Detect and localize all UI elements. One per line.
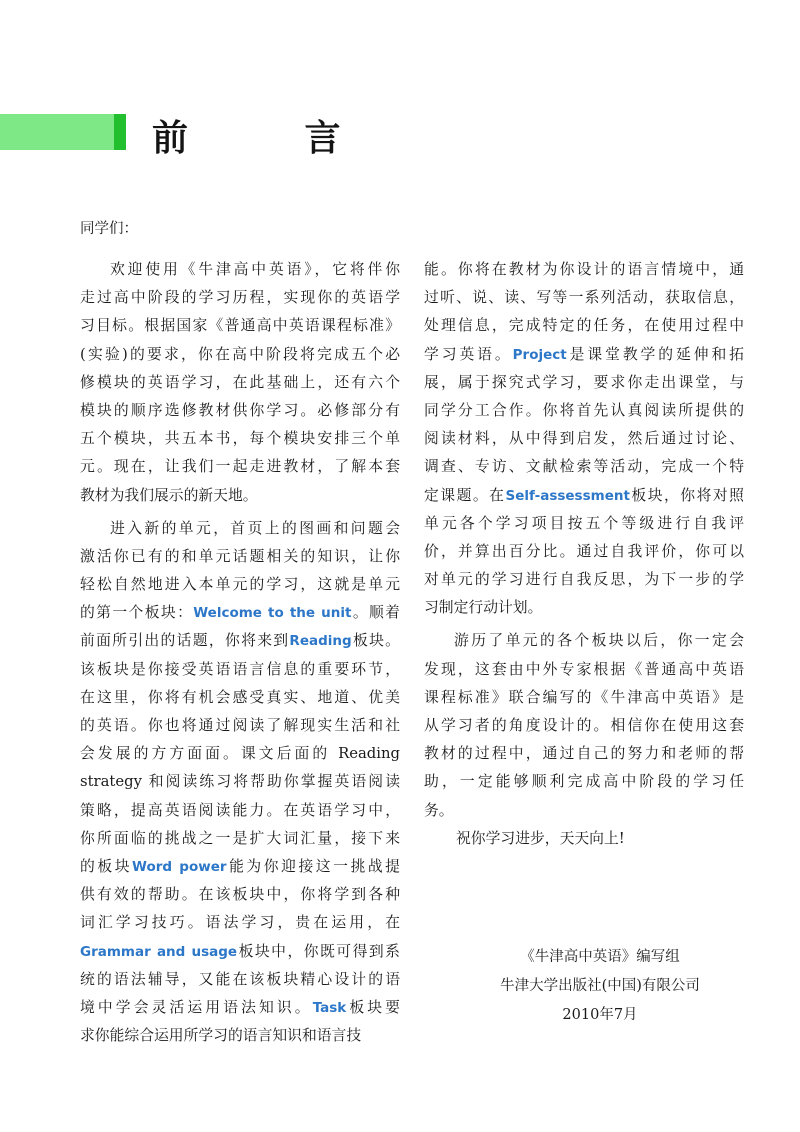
- section-keyword: Grammar and usage: [80, 943, 238, 960]
- section-keyword: Project: [512, 346, 567, 363]
- text-segment: 板块。: [351, 632, 400, 650]
- text-segment: 习制定行动计划。: [424, 599, 543, 617]
- text-segment: 习目标。根据国家《普通高中英语课程标准》: [80, 317, 400, 335]
- text-line: [80, 312, 400, 340]
- text-line: [80, 684, 400, 712]
- greeting: 同学们：: [80, 221, 138, 237]
- signature-publisher: 牛津大学出版社(中国)有限公司: [500, 978, 700, 994]
- text-segment: 发现，这套由中外专家根据《普通高中英语: [424, 660, 744, 678]
- text-line: [80, 797, 400, 825]
- text-segment: 课程标准》联合编写的《牛津高中英语》是: [424, 688, 744, 706]
- text-line: [80, 256, 400, 284]
- text-segment: 同学分工合作。你将首先认真阅读所提供的: [424, 401, 744, 419]
- text-line: [424, 284, 744, 312]
- text-line: [424, 341, 744, 369]
- text-line: [80, 453, 400, 481]
- text-segment: 的第一个板块：: [80, 604, 194, 622]
- text-line: [424, 797, 744, 825]
- text-line: [80, 712, 400, 740]
- text-segment: 在这里，你将有机会感受真实、地道、优美: [80, 688, 400, 706]
- header-bar: [0, 114, 114, 150]
- left-column: [80, 256, 400, 1050]
- right-column: [424, 256, 744, 825]
- text-line: [80, 768, 400, 796]
- text-segment: 词汇学习技巧。语法学习，贵在运用，在: [80, 914, 400, 932]
- text-segment: 走过高中阶段的学习历程，实现你的英语学: [80, 289, 400, 307]
- text-segment: 统的语法辅导，又能在该板块精心设计的语: [80, 970, 400, 988]
- text-line: [424, 482, 744, 510]
- text-line: [80, 909, 400, 937]
- text-line: [80, 994, 400, 1022]
- text-line: [80, 1022, 400, 1050]
- text-segment: 单元各个学习项目按五个等级进行自我评: [424, 514, 744, 532]
- text-line: [80, 425, 400, 453]
- text-segment: 定课题。在: [424, 486, 506, 504]
- text-line: [424, 627, 744, 655]
- text-segment: strategy 和阅读练习将帮助你掌握英语阅读: [80, 773, 400, 791]
- text-line: [80, 825, 400, 853]
- text-segment: 境中学会灵活运用语法知识。: [80, 998, 313, 1016]
- text-line: [424, 510, 744, 538]
- text-line: [80, 284, 400, 312]
- text-line: [80, 966, 400, 994]
- closing-line: 祝你学习进步，天天向上!: [456, 830, 625, 847]
- text-segment: 供有效的帮助。在该板块中，你将学到各种: [80, 886, 400, 904]
- text-segment: 的英语。你也将通过阅读了解现实生活和社: [80, 717, 400, 734]
- text-segment: 教材的过程中，通过自己的努力和老师的帮: [424, 745, 744, 763]
- signature-editors: 《牛津高中英语》编写组: [520, 949, 680, 965]
- text-segment: 是课堂教学的延伸和拓: [566, 345, 744, 363]
- text-line: [424, 369, 744, 397]
- text-segment: 调查、专访、文献检索等活动，完成一个特: [424, 458, 744, 476]
- text-line: [424, 594, 744, 622]
- section-keyword: Task: [312, 999, 347, 1016]
- signature-date: 2010年7月: [562, 1007, 638, 1023]
- text-segment: 过听、说、读、写等一系列活动，获取信息，: [424, 289, 744, 307]
- text-segment: 助，一定能够顺利完成高中阶段的学习任: [424, 773, 744, 791]
- text-segment: 对单元的学习进行自我反思，为下一步的学: [424, 571, 744, 589]
- text-segment: 板块中，你既可得到系: [237, 942, 400, 960]
- text-segment: 元。现在，让我们一起走进教材，了解本套: [80, 458, 400, 476]
- text-line: [424, 538, 744, 566]
- text-segment: 。顺着: [351, 604, 400, 622]
- section-keyword: Self-assessment: [505, 487, 630, 504]
- text-segment: 该板块是你接受英语语言信息的重要环节，: [80, 660, 400, 678]
- text-line: [424, 397, 744, 425]
- text-line: [424, 684, 744, 712]
- text-segment: 处理信息，完成特定的任务，在使用过程中: [424, 317, 744, 335]
- page-title: 前 言: [152, 117, 393, 159]
- text-segment: 价，并算出百分比。通过自我评价，你可以: [424, 542, 744, 560]
- text-segment: 五个模块，共五本书，每个模块安排三个单: [80, 430, 400, 448]
- text-segment: 能。你将在教材为你设计的语言情境中，通: [424, 261, 744, 278]
- text-line: [80, 543, 400, 571]
- text-segment: 进入新的单元，首页上的图画和问题会: [110, 519, 400, 537]
- text-segment: 模块的顺序选修教材供你学习。必修部分有: [80, 401, 400, 419]
- text-line: [80, 515, 400, 543]
- text-segment: 求你能综合运用所学习的语言知识和语言技: [80, 1027, 362, 1045]
- text-segment: 你所面临的挑战之一是扩大词汇量，接下来: [80, 829, 400, 847]
- text-line: [424, 712, 744, 740]
- text-segment: 教材为我们展示的新天地。: [80, 486, 258, 504]
- text-segment: 轻松自然地进入本单元的学习，这就是单元: [80, 576, 400, 594]
- text-line: [80, 571, 400, 599]
- text-line: [424, 566, 744, 594]
- text-segment: 欢迎使用《牛津高中英语》，它将伴你: [110, 261, 400, 278]
- text-line: [424, 768, 744, 796]
- text-line: [80, 369, 400, 397]
- text-line: [80, 599, 400, 627]
- text-line: [80, 482, 400, 510]
- section-keyword: Reading: [289, 633, 352, 650]
- text-line: [80, 938, 400, 966]
- text-line: [424, 256, 744, 284]
- text-line: [424, 740, 744, 768]
- text-line: [424, 425, 744, 453]
- text-line: [424, 656, 744, 684]
- text-line: [80, 627, 400, 655]
- text-segment: 激活你已有的和单元话题相关的知识，让你: [80, 547, 400, 565]
- text-segment: 展，属于探究式学习，要求你走出课堂，与: [424, 373, 744, 391]
- section-keyword: Word power: [132, 858, 227, 875]
- text-segment: (实验)的要求，你在高中阶段将完成五个必: [80, 345, 400, 363]
- text-segment: 板块要: [346, 998, 400, 1016]
- text-segment: 的板块: [80, 857, 133, 875]
- text-segment: 策略，提高英语阅读能力。在英语学习中，: [80, 801, 400, 819]
- text-line: [424, 312, 744, 340]
- text-line: [80, 397, 400, 425]
- text-line: [424, 453, 744, 481]
- text-segment: 阅读材料，从中得到启发，然后通过讨论、: [424, 430, 744, 448]
- text-segment: 修模块的英语学习，在此基础上，还有六个: [80, 373, 400, 391]
- text-line: [80, 740, 400, 768]
- text-segment: 游历了单元的各个板块以后，你一定会: [454, 632, 744, 650]
- text-line: [80, 881, 400, 909]
- text-line: [80, 853, 400, 881]
- text-line: [80, 656, 400, 684]
- section-keyword: Welcome to the unit: [193, 605, 352, 622]
- text-segment: 能为你迎接这一挑战提: [226, 857, 400, 875]
- text-line: [80, 341, 400, 369]
- text-segment: 学习英语。: [424, 345, 513, 363]
- text-segment: 从学习者的角度设计的。相信你在使用这套: [424, 717, 744, 734]
- text-segment: 务。: [424, 801, 454, 819]
- header-accent: [114, 114, 126, 150]
- text-segment: 会发展的方方面面。课文后面的 Reading: [80, 745, 400, 763]
- text-segment: 板块，你将对照: [629, 486, 744, 504]
- text-segment: 前面所引出的话题，你将来到: [80, 632, 290, 650]
